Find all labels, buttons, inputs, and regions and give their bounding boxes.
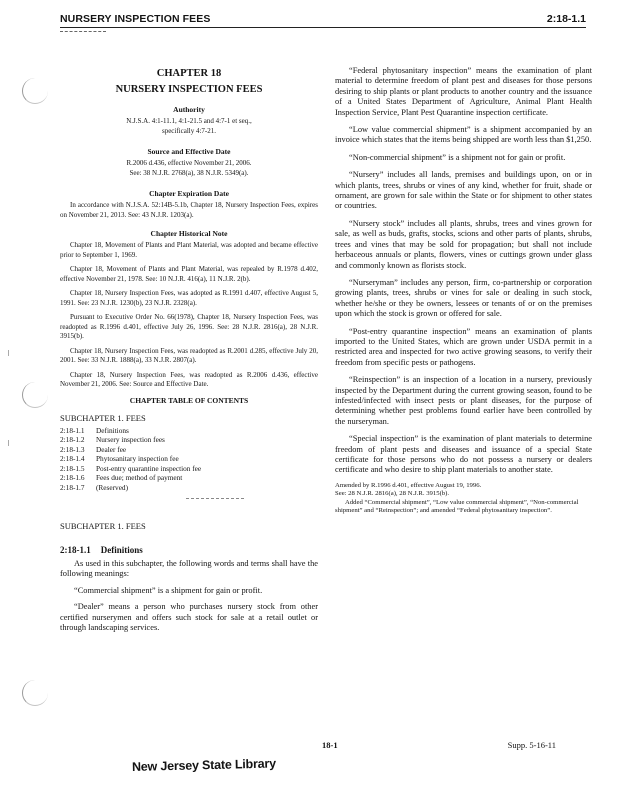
scan-mark [8,350,9,356]
amendment-note: Amended by R.1996 d.401, effective August 19, 1996. [335,481,482,489]
toc-section-title: Post-entry quarantine inspection fee [96,463,202,473]
toc-list [60,426,318,493]
history-note: Chapter 18, Nursery Inspection Fees, was readopted as R.2001 d.285, effective July 20, 2001. See: 33 N.J.R. 1888(a), 33 N.J.R. 2807(a). [60,346,318,364]
section-number: 2:18-1.1 [60,545,91,555]
toc-section-title: (Reserved) [96,482,129,492]
toc-row [60,435,318,445]
toc-heading: CHAPTER TABLE OF CONTENTS [129,395,249,405]
binder-hole-mark [22,382,48,408]
toc-section-number: 2:18-1.3 [60,444,85,454]
toc-section-title: Nursery inspection fees [96,435,165,444]
supplement-date: Supp. 5-16-11 [507,740,556,750]
toc-section-number: 2:18-1.1 [60,425,85,435]
source-line: See: 38 N.J.R. 2768(a), 38 N.J.R. 5349(a). [129,168,249,177]
chapter-title: NURSERY INSPECTION FEES [115,84,263,95]
history-note: Chapter 18, Nursery Inspection Fees, was adopted as R.1991 d.407, effective August 5, 1991. See: 23 N.J.R. 1230(b), 23 N.J.R. 2328(a). [60,289,318,307]
binder-hole-mark [22,680,48,706]
toc-row [60,426,318,436]
definition-paragraph: “Special inspection” is the examination of plant materials to determine freedom of plant pests and diseases and issuance of a special State certificate for those persons who do not possess a nursery or dealers certificate and who desire to ship plant materials to another state. [335,434,592,475]
history-note: Chapter 18, Nursery Inspection Fees, was readopted as R.2006 d.436, effective November 21, 2006. See: Source and Effective Date. [60,370,318,388]
definition-paragraph: “Nursery” includes all lands, premises and buildings upon, on or in which plants, trees, shrubs or vines of any kind, whether for fruit, shade or ornament, are grown for sale within the State or for shipment to other states or countries. [335,170,592,211]
authority-heading: Authority [173,105,205,114]
toc-section-title: Dealer fee [96,444,127,454]
history-heading: Chapter Historical Note [150,229,228,238]
library-stamp: New Jersey State Library [131,756,277,774]
toc-section-number: 2:18-1.2 [60,435,85,444]
toc-row [60,464,318,474]
authority-line: N.J.S.A. 4:1-11.1, 4:1-21.5 and 4:7-1 et seq., [126,117,252,125]
toc-section-number: 2:18-1.5 [60,463,85,473]
toc-row [60,454,318,464]
binder-hole-mark [22,78,48,104]
section-heading [60,545,318,555]
toc-section-title: Phytosanitary inspection fee [96,454,179,463]
amendment-note: See: 28 N.J.R. 2816(a), 28 N.J.R. 3915(b). [335,490,450,498]
toc-row [60,473,318,483]
running-header-section: 2:18-1.1 [546,13,586,25]
definition-paragraph: “Non-commercial shipment” is a shipment not for gain or profit. [349,152,566,162]
toc-row [60,445,318,455]
definition-paragraph: “Post-entry quarantine inspection” means an examination of plants imported to the United States, which are grown under USDA permit in a restricted area and inspected for two active growing seasons, to verify their freedom from specific pests or pathogens. [335,326,592,367]
definition-paragraph: “Reinspection” is an inspection of a location in a nursery, previously inspected by the Department during the current growing season, found to be infested/infected with insect pests or plant diseases, for the purpose of determining whether pest problems found earlier have been controlled by the nurseryman. [335,375,592,426]
history-note: Chapter 18, Movement of Plants and Plant Material, was adopted and became effective prior to September 1, 1969. [60,241,318,259]
left-column [60,66,318,639]
toc-row [60,483,318,493]
toc-subchapter: SUBCHAPTER 1. FEES [60,412,146,423]
toc-section-number: 2:18-1.4 [60,454,85,463]
definition-paragraph: “Federal phytosanitary inspection” means the examination of plant material to determine freedom of plant pest and diseases for those persons desiring to ship plants or plant products to another country and the issuance of a United States Department of Agriculture, Animal Plant Health Inspection Service, Plant Pest Quarantine inspection certificate. [335,66,592,117]
chapter-number: CHAPTER 18 [156,68,222,79]
source-line: R.2006 d.436, effective November 21, 2006. [126,159,252,167]
expiration-heading: Chapter Expiration Date [149,189,229,198]
definition-paragraph: “Nurseryman” includes any person, firm, co-partnership or corporation growing plants, trees, shrubs or vines for sale or dealing in such stock, whether he/she or they be owners, lessees or tenants of or on the premises upon which the stock is grown or offered for sale. [335,277,592,319]
definition-paragraph: “Low value commercial shipment” is a shipment accompanied by an invoice which states that the items being shipped are worth less than $1,250. [335,125,592,145]
header-rule [60,27,586,28]
header-dash [60,31,106,32]
toc-section-number: 2:18-1.6 [60,473,85,482]
definition-paragraph: “Commercial shipment” is a shipment for gain or profit. [74,585,263,595]
definition-paragraph: “Dealer” means a person who purchases nursery stock from other certified nurserymen and offers such stock for sale at a retail outlet or through landscaping services. [60,602,318,633]
history-note: Chapter 18, Movement of Plants and Plant Material, was repealed by R.1978 d.402, effective November 21, 1978. See: 10 N.J.R. 416(a), 11 N.J.R. 2(b). [60,265,318,283]
expiration-text: In accordance with N.J.S.A. 52:14B-5.1b, Chapter 18, Nursery Inspection Fees, expires on November 21, 2013. See: 43 N.J.R. 1203(a). [60,201,318,219]
history-note: Pursuant to Executive Order No. 66(1978), Chapter 18, Nursery Inspection Fees, was readopted as R.1996 d.401, effective July 26, 1996. See: 28 N.J.R. 2816(a), 28 N.J.R. 3915(b). [60,313,318,340]
running-header-title: NURSERY INSPECTION FEES [60,13,211,25]
toc-section-title: Fees due; method of payment [96,473,183,482]
subchapter-title: SUBCHAPTER 1. FEES [60,521,146,531]
amendment-detail: Added “Commercial shipment”, “Low value commercial shipment”, “Non-commercial shipment” and “Reinspection”; and amended “Federal phytosanitary inspection”. [335,498,579,515]
right-column [335,66,592,516]
toc-section-title: Definitions [96,425,129,435]
scan-mark [8,440,9,446]
authority-line: specifically 4:7-21. [161,126,217,135]
section-title: Definitions [100,545,143,555]
body-paragraph: As used in this subchapter, the following words and terms shall have the following meanings: [60,559,318,579]
toc-separator [186,498,244,499]
toc-section-number: 2:18-1.7 [60,482,85,492]
source-heading: Source and Effective Date [147,147,231,156]
page-number: 18-1 [322,740,338,750]
definition-paragraph: “Nursery stock” includes all plants, shrubs, trees and vines grown for sale, as well as buds, grafts, stocks, scions and other parts of plants, shrubs, trees and vines that may be sold for propagation; but shall not include herbaceous annuals or plants, flowers, vines or cuttings grown under glass and commonly known as florists stock. [335,218,592,270]
